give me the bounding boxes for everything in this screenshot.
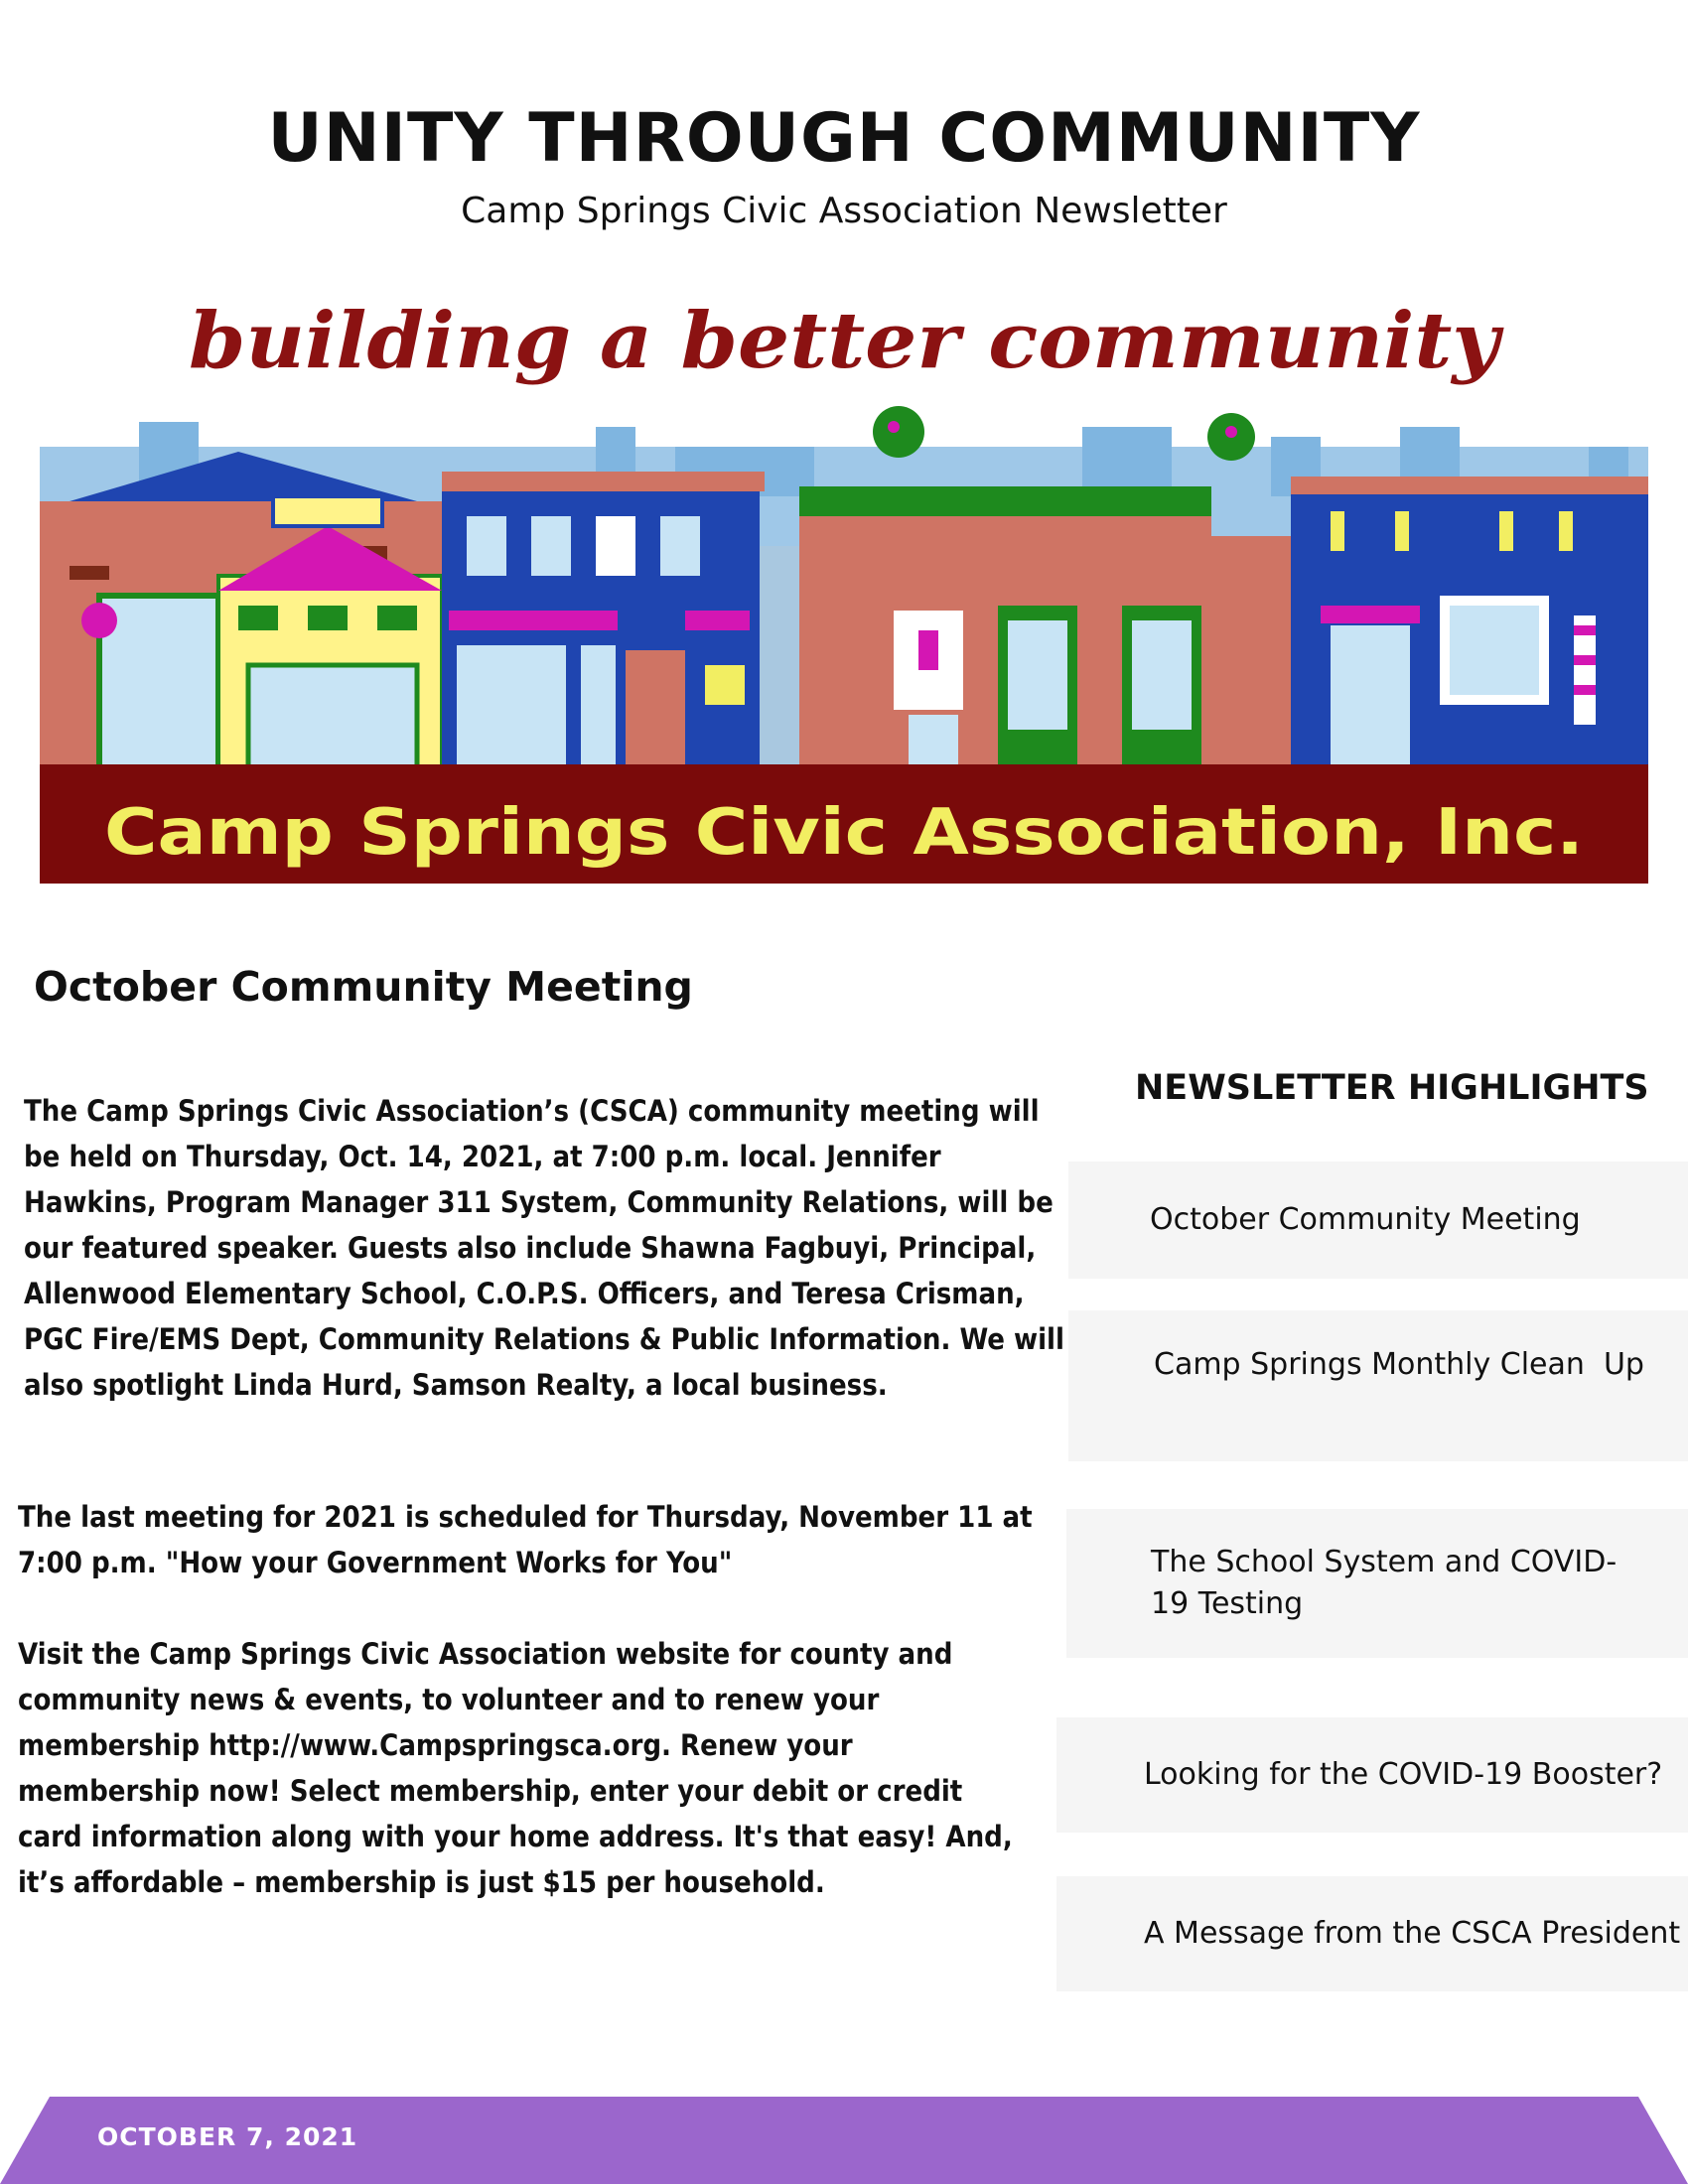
highlights-heading: NEWSLETTER HIGHLIGHTS [1135, 1068, 1649, 1108]
newsletter-subtitle: Camp Springs Civic Association Newsletter [461, 191, 1227, 231]
highlight-item[interactable] [1056, 1717, 1688, 1833]
community-banner [40, 278, 1648, 884]
blue-building [442, 472, 765, 809]
highlight-item[interactable] [1056, 1876, 1688, 1991]
banner-tagline: building a better community [189, 296, 1504, 386]
newsletter-date: OCTOBER 7, 2021 [97, 2122, 358, 2151]
banner-organization: Camp Springs Civic Association, Inc. [104, 796, 1584, 870]
newsletter-title: UNITY THROUGH COMMUNITY [267, 99, 1421, 178]
article-paragraph: Visit the Camp Springs Civic Association website for county and community news & events, to volunteer and to renew your membership http://www.Campspringsca.org. Renew your membership now! Select membership, enter your debit or credit card information along with your home address. It's that easy! And, it’s affordable – membership is just $15 per household. [18, 1637, 1013, 1899]
highlight-label: A Message from the CSCA President [1144, 1916, 1681, 1951]
highlight-label: Camp Springs Monthly Clean Up [1154, 1347, 1644, 1382]
article-paragraph: The last meeting for 2021 is scheduled for Thursday, November 11 at 7:00 p.m. "How your Government Works for You" [18, 1500, 1033, 1579]
highlight-label: The School System and COVID-19 Testing [1151, 1545, 1618, 1621]
article-heading: October Community Meeting [34, 963, 693, 1011]
highlight-item[interactable] [1068, 1310, 1688, 1461]
highlight-label: Looking for the COVID-19 Booster? [1144, 1757, 1663, 1792]
highlight-item[interactable] [1068, 1161, 1688, 1279]
highlight-label: October Community Meeting [1150, 1202, 1581, 1237]
highlight-item[interactable] [1066, 1509, 1688, 1658]
article-paragraph: The Camp Springs Civic Association’s (CSCA) community meeting will be held on Thursday, Oct. 14, 2021, at 7:00 p.m. local. Jennifer Hawkins, Program Manager 311 System, Community Relations, will be our featured speaker. Guests also include Shawna Fagbuyi, Principal, Allenwood Elementary School, C.O.P.S. Officers, and Teresa Crisman, PGC Fire/EMS Dept, Community Relations & Public Information. We will also spotlight Linda Hurd, Samson Realty, a local business. [24, 1094, 1064, 1402]
